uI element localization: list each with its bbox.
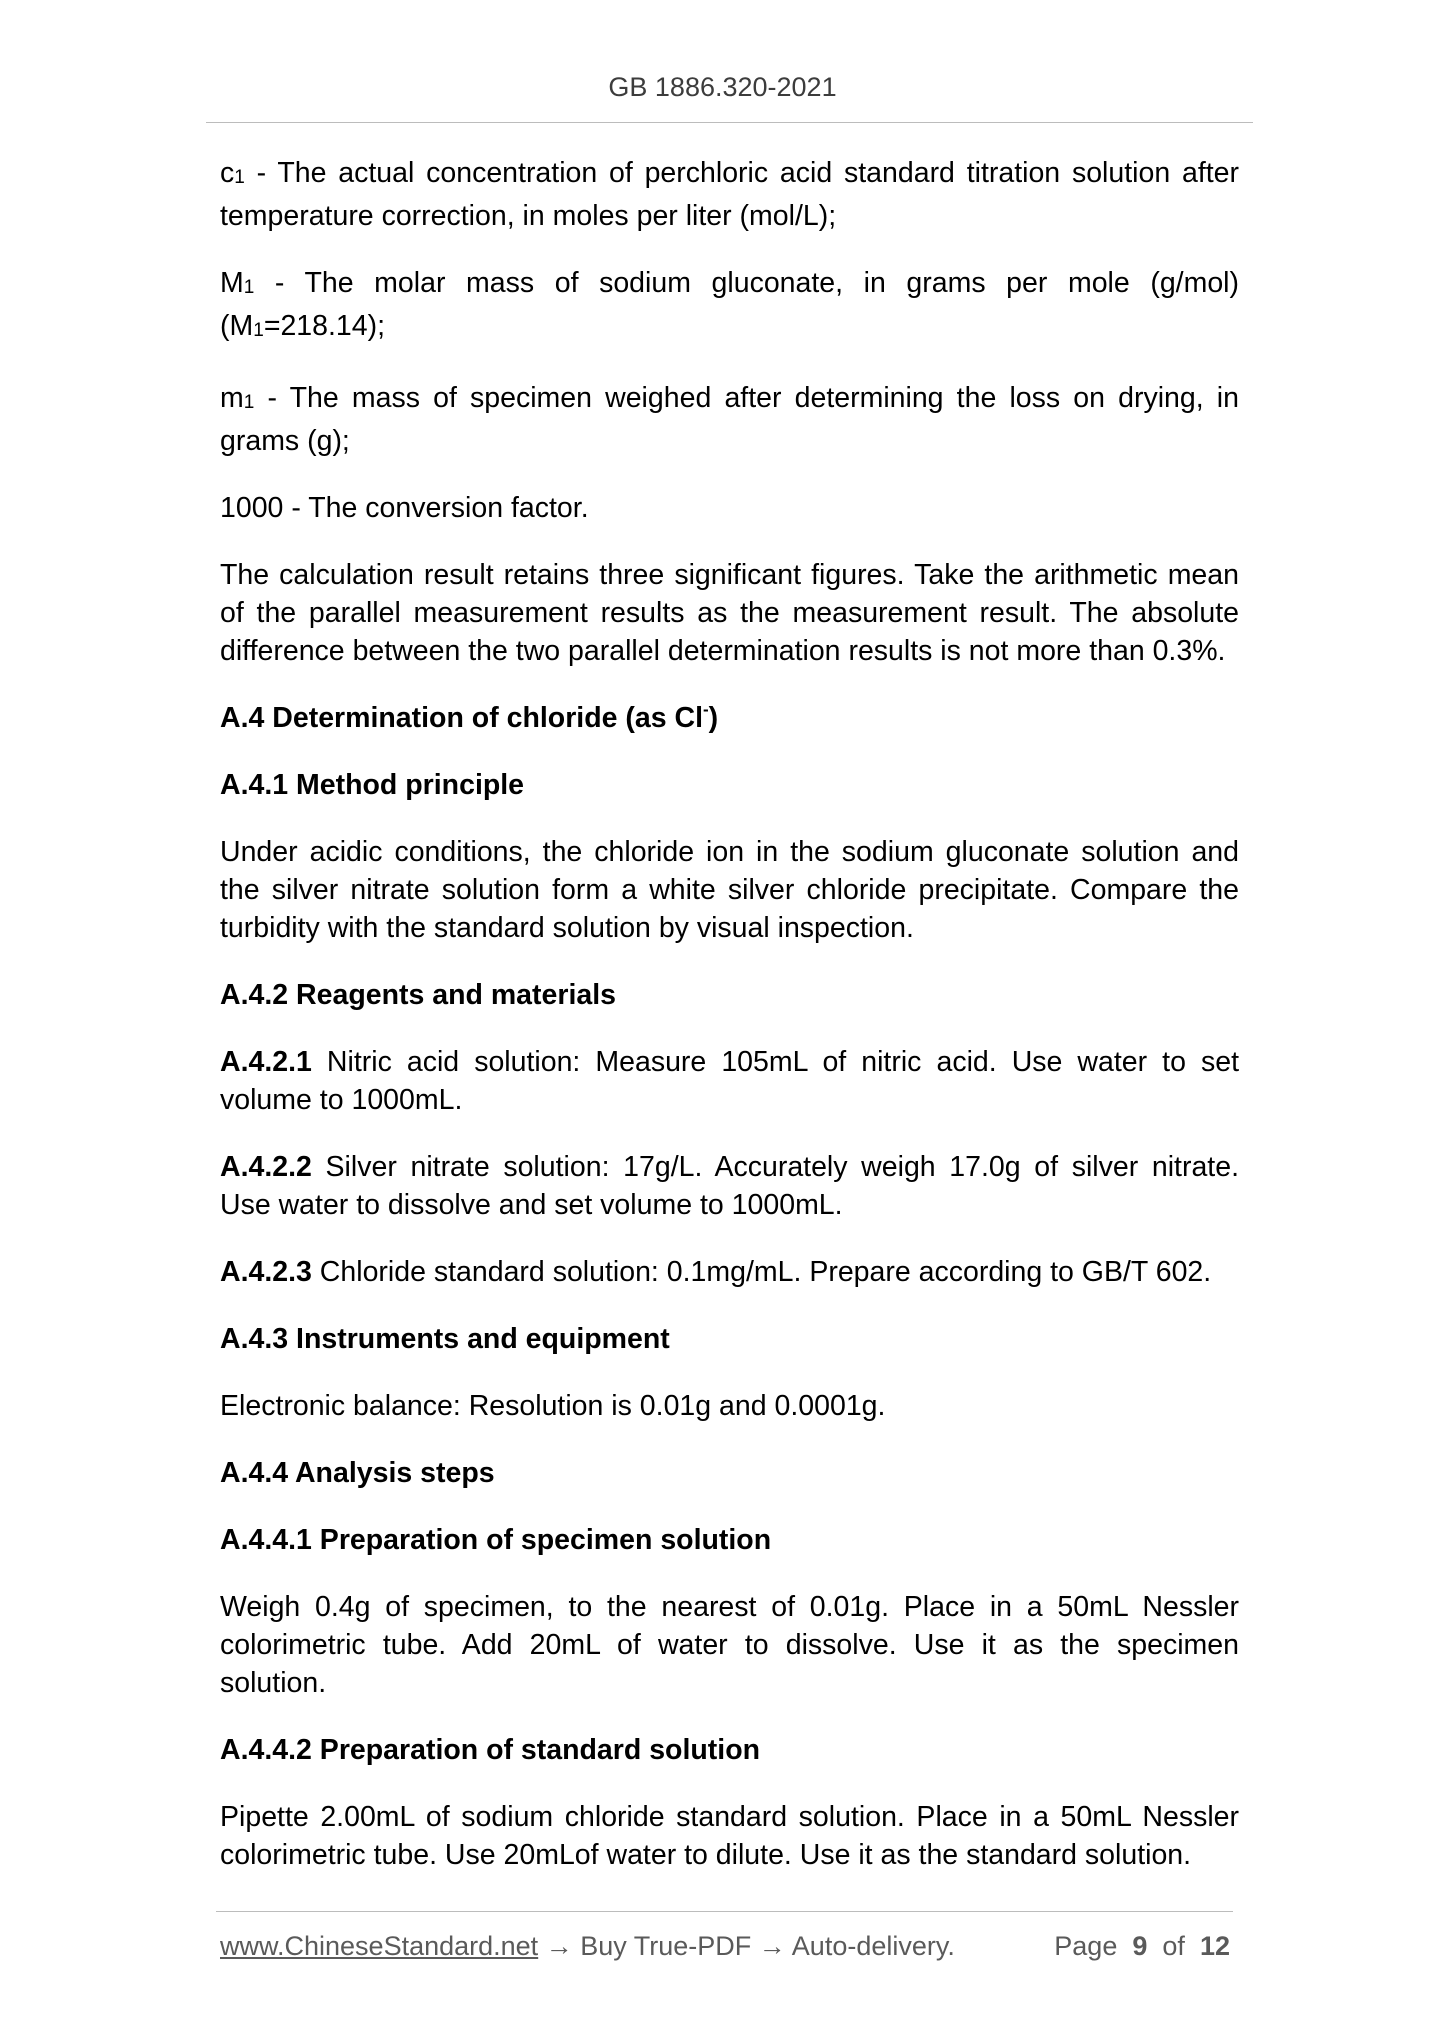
section-a42-heading: A.4.2 Reagents and materials [220, 979, 616, 1011]
section-a43-heading: A.4.3 Instruments and equipment [220, 1323, 670, 1355]
footer-promo [220, 1931, 955, 1962]
document-body [220, 154, 1239, 1903]
of-label: of [1162, 1931, 1185, 1961]
a422-number: A.4.2.2 [220, 1151, 312, 1183]
a422-text: Silver nitrate solution: 17g/L. Accurately weigh 17.0g of silver nitrate. Use water to dissolve and set volume to 1000mL. [220, 1151, 1239, 1221]
calculation-result-paragraph: The calculation result retains three significant figures. Take the arithmetic mean of the parallel measurement results as the measurement result. The absolute difference between the two parallel determination results is not more than 0.3%. [220, 559, 1239, 667]
c1-symbol: c [220, 157, 235, 189]
a421-text: Nitric acid solution: Measure 105mL of nitric acid. Use water to set volume to 1000mL. [220, 1046, 1239, 1116]
page-label: Page [1054, 1931, 1118, 1961]
a423-paragraph [220, 1253, 1239, 1291]
arrow-icon: → [758, 1931, 786, 1961]
m1-definition [220, 264, 1239, 350]
section-a41-heading: A.4.1 Method principle [220, 769, 525, 801]
page-number [1054, 1931, 1230, 1962]
buy-true-pdf-text: Buy True-PDF [580, 1931, 752, 1961]
m1-subscript-2: 1 [253, 320, 264, 341]
a423-text: Chloride standard solution: 0.1mg/mL. Prepare according to GB/T 602. [311, 1256, 1212, 1288]
mass-text: - The mass of specimen weighed after determining the loss on drying, in grams (g); [220, 382, 1239, 457]
m1-symbol: M [220, 267, 244, 299]
section-a441-heading: A.4.4.1 Preparation of specimen solution [220, 1524, 772, 1556]
page-header-title: GB 1886.320-2021 [608, 72, 837, 102]
auto-delivery-text: Auto-delivery. [791, 1931, 955, 1961]
a43-paragraph: Electronic balance: Resolution is 0.01g and 0.0001g. [220, 1390, 886, 1422]
a4-heading-close: ) [708, 702, 719, 734]
arrow-icon: → [545, 1931, 573, 1961]
page-total: 12 [1199, 1931, 1230, 1961]
m1-subscript: 1 [243, 277, 255, 298]
a4-heading-text: A.4 Determination of chloride (as Cl [220, 702, 703, 734]
section-a4-heading [220, 699, 1239, 737]
a4-heading-sup: - [703, 700, 709, 719]
section-a44-heading: A.4.4 Analysis steps [220, 1457, 495, 1489]
m1-text: - The molar mass of sodium gluconate, in grams per mole (g/mol) (M [220, 267, 1239, 342]
a421-number: A.4.2.1 [220, 1046, 312, 1078]
mass-definition [220, 379, 1239, 460]
a442-paragraph: Pipette 2.00mL of sodium chloride standard solution. Place in a 50mL Nessler colorimetric tube. Use 20mLof water to dilute. Use it as the standard solution. [220, 1801, 1239, 1871]
a441-paragraph: Weigh 0.4g of specimen, to the nearest of 0.01g. Place in a 50mL Nessler colorimetric tube. Add 20mL of water to dissolve. Use it as the specimen solution. [220, 1591, 1239, 1699]
mass-subscript: 1 [243, 392, 255, 413]
header-divider [206, 122, 1253, 123]
page-current: 9 [1132, 1931, 1148, 1961]
chinesestandard-link[interactable]: www.ChineseStandard.net [220, 1931, 539, 1961]
a423-number: A.4.2.3 [220, 1256, 312, 1288]
a422-paragraph [220, 1148, 1239, 1224]
footer-divider [216, 1911, 1233, 1912]
a41-paragraph: Under acidic conditions, the chloride ion in the sodium gluconate solution and the silver nitrate solution form a white silver chloride precipitate. Compare the turbidity with the standard solution by visual inspection. [220, 836, 1239, 944]
c1-definition [220, 154, 1239, 235]
m1-text-2: =218.14); [263, 310, 386, 342]
mass-symbol: m [220, 382, 244, 414]
factor-definition: 1000 - The conversion factor. [220, 492, 589, 524]
a421-paragraph [220, 1043, 1239, 1119]
c1-subscript: 1 [234, 167, 245, 188]
section-a442-heading: A.4.4.2 Preparation of standard solution [220, 1734, 761, 1766]
c1-text: - The actual concentration of perchloric acid standard titration solution after temperature correction, in moles per liter (mol/L); [220, 157, 1239, 232]
